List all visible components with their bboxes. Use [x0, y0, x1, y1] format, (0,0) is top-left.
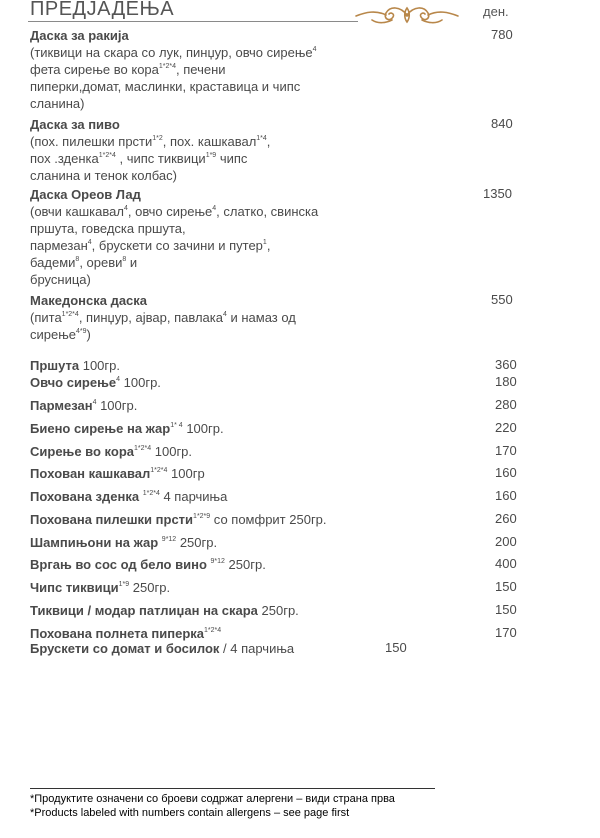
menu-item: Пoхован кашкавал$^{1*2*4}$ 100гр — [30, 466, 205, 481]
currency-label: ден. — [483, 4, 509, 19]
item-price: 170 — [495, 443, 517, 458]
item-description: (овчи кашкавал$^4$, овчо сирење$^4$, слатко, свинска пршута, говедска пршута, пармезан$^4$, брускети со зачини и путер$^1$, бадеми$^8$, ореви$^8$ и брусница) — [30, 204, 319, 287]
menu-item: Похована зденка $^{1*2*4}$ 4 парчиња — [30, 489, 228, 504]
item-price: 360 — [495, 357, 517, 372]
item-name: Даска за пиво — [30, 117, 120, 132]
menu-item: Пармезан$^4$ 100гр. — [30, 398, 138, 413]
item-price: 150 — [495, 602, 517, 617]
item-name: Даска за ракија — [30, 28, 129, 43]
menu-item: Похована пилешки прсти$^{1*2*9}$ со помфрит 250гр. — [30, 512, 327, 527]
menu-item: Биено сирење на жар$^{1* 4}$ 100гр. — [30, 421, 224, 436]
item-price: 840 — [491, 116, 513, 131]
item-name: Даска Ореов Лад — [30, 187, 141, 202]
item-description: (пох. пилешки прсти$^{1*2}$, пох. кашкавал$^{1*4}$, пох .зденка$^{1*2*4}$ , чипс тиквици$^{1*9}$ чипс сланина и тенок колбас) — [30, 134, 271, 183]
item-price: 160 — [495, 465, 517, 480]
footnote-mk: *Продуктите означени со броеви содржат алергени – види страна прва — [30, 793, 395, 805]
menu-item: Чипс тиквици$^{1*9}$ 250гр. — [30, 580, 171, 595]
board-item — [30, 292, 430, 343]
item-price: 220 — [495, 420, 517, 435]
item-price: 160 — [495, 488, 517, 503]
footnote-en: *Products labeled with numbers contain allergens – see page first — [30, 807, 350, 819]
item-price: 260 — [495, 511, 517, 526]
item-price: 280 — [495, 397, 517, 412]
item-price: 180 — [495, 374, 517, 389]
board-item — [30, 186, 430, 288]
item-price: 780 — [491, 27, 513, 42]
item-price: 200 — [495, 534, 517, 549]
item-price: 550 — [491, 292, 513, 307]
menu-item: Сирење во кора$^{1*2*4}$ 100гр. — [30, 444, 193, 459]
item-price: 1350 — [483, 186, 512, 201]
board-item — [30, 116, 430, 184]
item-description: (пита$^{1*2*4}$, пинџур, ајвар, павлака$^4$ и намаз од сирење$^{4*9}$) — [30, 310, 296, 342]
menu-item: Овчо сирење$^4$ 100гр. — [30, 375, 161, 390]
menu-item: Пршута 100гр. — [30, 358, 120, 373]
footnote-rule — [30, 788, 435, 789]
item-price: 150 — [495, 579, 517, 594]
menu-item: Похована полнета пиперка$^{1*2*4}$ — [30, 626, 222, 641]
item-description: (тиквици на скара со лук, пинџур, овчо сирење$^4$ фета сирење во кора$^{1*2*4}$, печени пиперки,домат, маслинки, краставица и чипс сланина) — [30, 45, 317, 111]
item-price: 400 — [495, 556, 517, 571]
menu-item: Шампињони на жар $^{9*12}$ 250гр. — [30, 535, 218, 550]
section-title: ПРЕДЈАДЕЊА — [30, 0, 175, 20]
item-name: Македонска даска — [30, 293, 148, 308]
menu-item: Вргањ во сос од бело вино $^{9*12}$ 250гр. — [30, 557, 266, 572]
header-rule — [28, 21, 358, 22]
ornament-icon — [352, 2, 462, 28]
item-price: 170 — [495, 625, 517, 640]
item-price: 150 — [385, 640, 407, 655]
menu-item: Брускети со домат и босилок / 4 парчиња — [30, 641, 295, 656]
board-item — [30, 27, 430, 112]
menu-item: Тиквици / модар патлиџан на скара 250гр. — [30, 603, 299, 618]
